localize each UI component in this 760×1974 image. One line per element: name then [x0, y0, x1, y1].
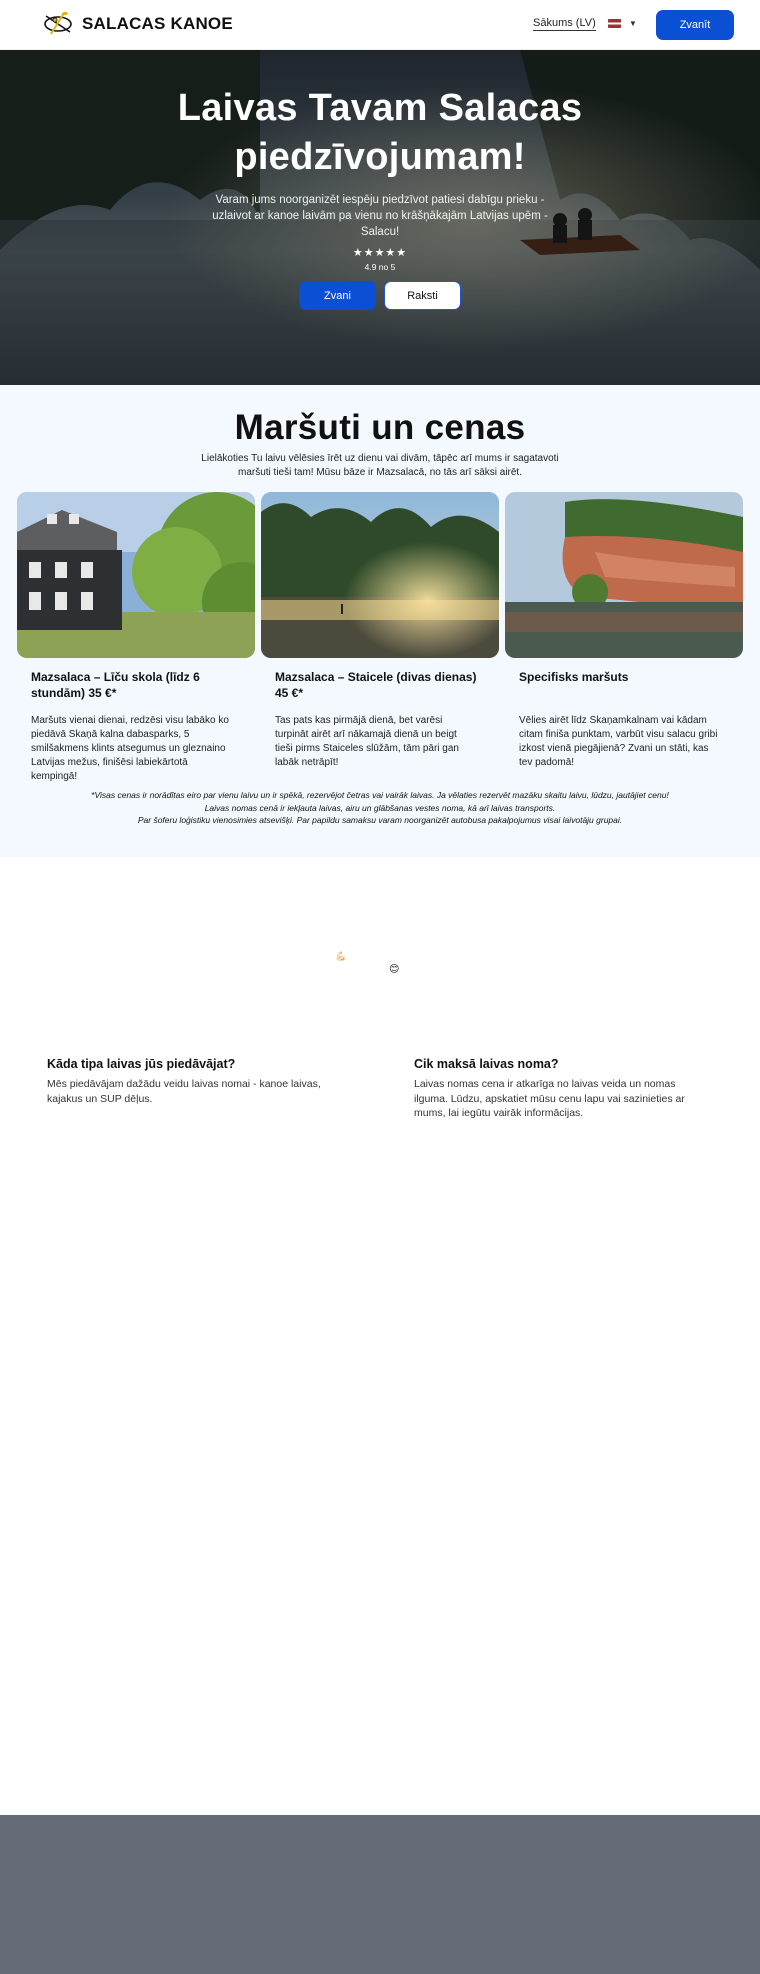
- faq-answer: Laivas nomas cena ir atkarīga no laivas veida un nomas ilguma. Lūdzu, apskatiet mūsu cenu lapu vai sazinieties ar mums, lai iegūtu vairāk informācijas.: [414, 1078, 685, 1119]
- call-button-header[interactable]: Zvanīt: [656, 10, 734, 40]
- route-card[interactable]: [261, 492, 499, 768]
- route-card-text: Tas pats kas pirmājā dienā, bet varēsi turpināt airēt arī nākamajā dienā un beigt tieši pirms Staiceles slūžām, tām pāri gan labāk netrāpīt!: [275, 715, 459, 768]
- hero-section: [0, 50, 760, 385]
- rating-stars-icon: ★★★★★: [352, 247, 408, 259]
- route-image-river-sunset: [261, 492, 499, 658]
- route-card-text: Vēlies airēt līdz Skaņamkalnam vai kādam citam finiša punktam, varbūt visu salacu gribi izkost vienā piegājienā? Zvani un stāti, kas tev padomā!: [519, 715, 718, 768]
- hero-subtitle: Varam jums noorganizēt iespēju piedzīvot patiesi dabīgu prieku - uzlaivot ar kanoe laivām pa vienu no krāšņākajām Latvijas upēm - Salacu!: [212, 194, 548, 238]
- route-card[interactable]: [17, 492, 255, 782]
- site-footer: [0, 1815, 760, 1974]
- price-notes: [30, 789, 730, 827]
- route-card-title: Mazsalaca – Līču skola (līdz 6 stundām) 35 €*: [31, 670, 200, 700]
- faq-answer: Mēs piedāvājam dažādu veidu laivas nomai - kanoe laivas, kajakus un SUP dēļus.: [47, 1078, 321, 1105]
- latvia-flag-icon: [608, 19, 621, 28]
- faq-question: Kāda tipa laivas jūs piedāvājat?: [47, 1057, 236, 1071]
- route-card-title: Specifisks maršuts: [519, 670, 629, 684]
- hero-write-button[interactable]: Raksti: [384, 281, 461, 310]
- language-selector[interactable]: [608, 19, 637, 28]
- route-card-text: Maršuts vienai dienai, redzēsi visu labāko ko piedāvā Skaņā kalna dabasparks, 5 smilšakmens klints atsegumus un gleznaino Latvijas mežus, finišēsi labiekārtotā kempingā!: [31, 715, 229, 782]
- brand-logo[interactable]: [42, 10, 233, 38]
- hero-title: Laivas Tavam Salacas piedzīvojumam!: [177, 87, 583, 178]
- route-image-house: [17, 492, 255, 658]
- hero-call-button[interactable]: Zvani: [299, 281, 376, 310]
- faq-item: [47, 1057, 337, 1106]
- site-header: [0, 0, 760, 50]
- price-note: Par šoferu loģistiku vienosimies atsevišķi. Par papildu samaksu varam noorganizēt autobusa pakalpojumus visai laivotāju grupai.: [137, 815, 623, 825]
- routes-subtitle: Lielākoties Tu laivu vēlēsies īrēt uz dienu vai divām, tāpēc arī mums ir sagatavoti maršuti tieši tam! Mūsu bāze ir Mazsalacā, no tās arī sāksi airēt.: [201, 453, 559, 478]
- price-note: *Visas cenas ir norādītas eiro par vienu laivu un ir spēkā, rezervējot četras vai vairāk laivas. Ja vēlaties rezervēt mazāku skaitu laivu, lūdzu, jautājiet cenu!: [91, 790, 669, 800]
- price-note: Laivas nomas cenā ir iekļauta laivas, airu un glābšanas vestes noma, kā arī laivas transports.: [204, 802, 556, 813]
- routes-section: [0, 385, 760, 857]
- rating-text: 4.9 no 5: [364, 262, 396, 272]
- faq-question: Cik maksā laivas noma?: [414, 1057, 559, 1071]
- route-image-red-cliffs: [505, 492, 743, 658]
- chevron-down-icon: ▼: [629, 19, 637, 28]
- faq-item: [414, 1057, 704, 1121]
- routes-title: Maršuti un cenas: [234, 408, 526, 447]
- brand-name: SALACAS KANOE: [82, 14, 233, 33]
- kayak-logo-icon: [42, 10, 74, 38]
- flexed-arm-icon: 💪🏻: [335, 951, 347, 961]
- nav-home-link[interactable]: Sākums (LV): [533, 17, 596, 29]
- smiley-icon: 😊: [389, 964, 400, 975]
- route-card[interactable]: [505, 492, 743, 768]
- hero-content: [0, 50, 760, 385]
- route-card-title: Mazsalaca – Staicele (divas dienas) 45 €*: [275, 670, 477, 700]
